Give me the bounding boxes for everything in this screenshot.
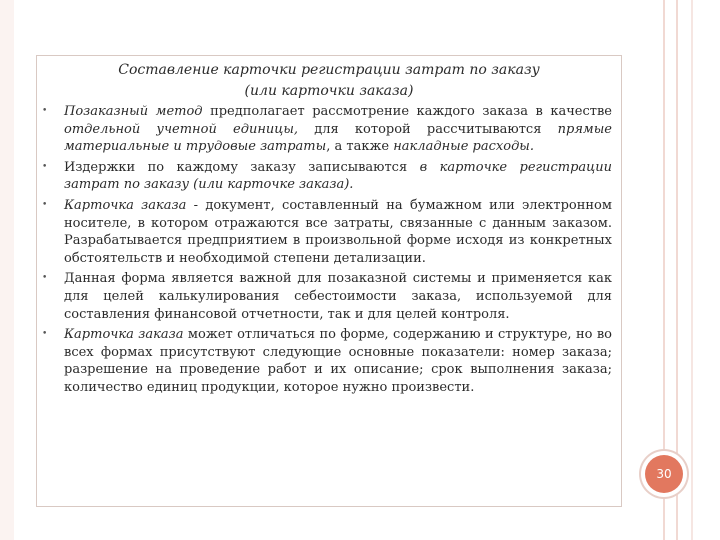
bullet-item	[42, 270, 612, 323]
bullet-text-segment: Позаказный метод	[64, 104, 203, 119]
bullet-marker: •	[42, 106, 48, 116]
bullet-marker: •	[42, 273, 48, 284]
bullet-text-segment: Карточка заказа	[64, 197, 187, 213]
bullet-text-segment: отдельной учетной единицы,	[64, 121, 299, 137]
bullet-text-segment: - документ, составленный на бумажном или электронном носителе, в котором отражаются все затраты, связанные с данным заказом. Разрабатывается предприятием в произвольной форме исходя из конкретных обстоятельств и необходимой степени детализации.	[64, 197, 612, 266]
bullet-text-segment: прямые материальные и трудовые затраты	[64, 121, 612, 155]
bullet-item	[42, 197, 612, 267]
bullet-list	[42, 103, 612, 400]
bullet-item	[42, 159, 612, 194]
slide-title-line1: Составление карточки регистрации затрат по заказу	[118, 62, 540, 78]
bullet-item	[42, 326, 612, 396]
bullet-text-segment: Данная форма является важной для позаказной системы и применяется как для целей калькулирования себестоимости заказа, используемой для составления финансовой отчетности, так и для целей контроля.	[64, 271, 612, 322]
page-number-badge	[645, 455, 683, 493]
bullet-text-segment: для которой рассчитываются	[298, 121, 558, 137]
bullet-text-segment: накладные расходы.	[393, 139, 535, 155]
slide-title-line2: (или карточки заказа)	[244, 83, 414, 99]
page-number: 30	[656, 467, 672, 481]
bullet-text-segment: Издержки по каждому заказу записываются	[64, 159, 420, 175]
bullet-item	[42, 103, 612, 156]
bullet-marker: •	[42, 199, 48, 210]
bullet-text-segment: в карточке регистрации затрат по заказу (или карточке заказа).	[64, 159, 612, 193]
bullet-text-segment: предполагает рассмотрение каждого заказа в качестве	[202, 104, 612, 119]
bullet-text-segment: , а также	[326, 139, 394, 155]
bullet-marker: •	[42, 161, 48, 172]
bullet-text-segment: может отличаться по форме, содержанию и структуре, но во всех формах присутствуют следующие основные показатели: номер заказа; разрешение на проведение работ и их описание; срок выполнения заказа; количество единиц продукции, которое нужно произвести.	[64, 327, 612, 395]
decorative-rule	[691, 0, 693, 540]
bullet-marker: •	[42, 329, 48, 340]
left-edge-decoration	[0, 0, 14, 540]
bullet-text-segment: Карточка заказа	[64, 327, 184, 343]
